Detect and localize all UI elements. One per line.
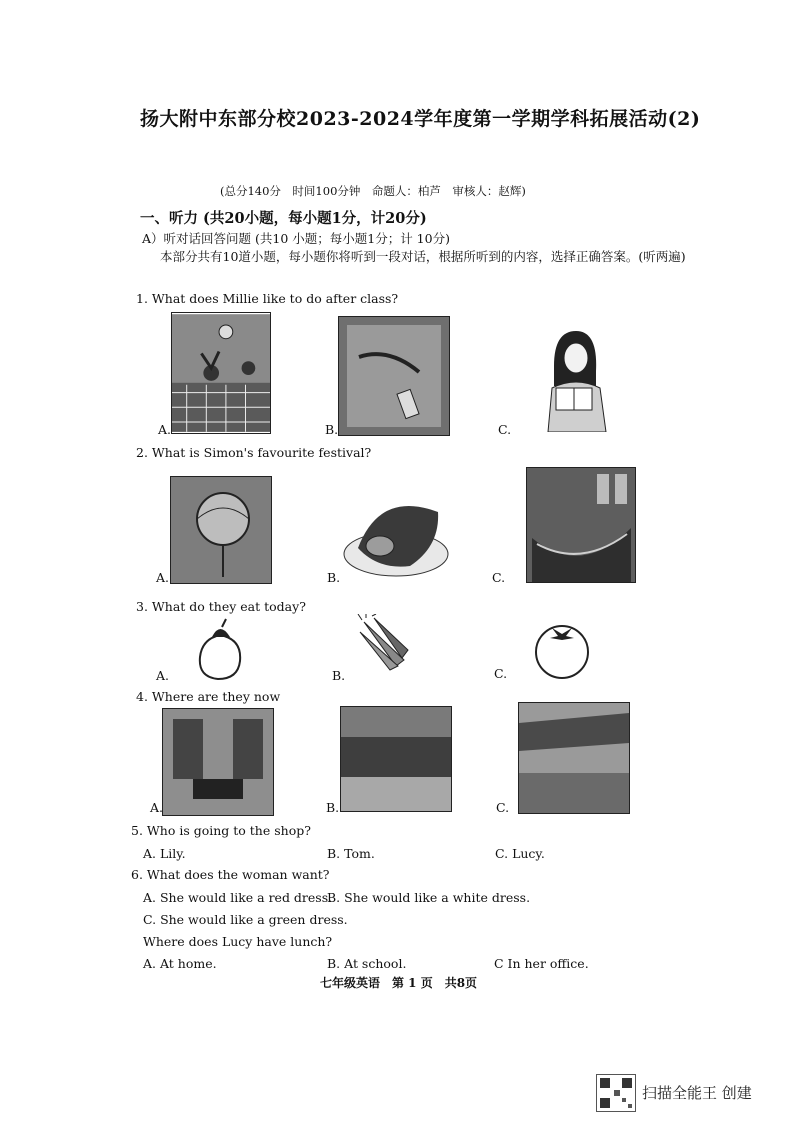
q6-option-b: B. She would like a white dress. <box>327 890 531 905</box>
q1-option-c-label: C. <box>498 422 512 437</box>
question-text: What do they eat today? <box>151 599 306 614</box>
q1-option-a-image <box>171 312 271 434</box>
question-number: 6. <box>131 867 143 882</box>
question-number: 5. <box>131 823 143 838</box>
q5-option-b: B. Tom. <box>327 846 375 861</box>
question-number: 4. <box>136 689 148 704</box>
question-2 <box>136 445 371 460</box>
q6-option-a: A. She would like a red dress. <box>143 890 333 905</box>
question-number: 1. <box>136 291 148 306</box>
section-instruction: 本部分共有10道小题，每小题你将听到一段对话，根据所听到的内容，选择正确答案。(听两遍) <box>160 249 686 264</box>
section-subheading: A）听对话回答问题 (共10 小题；每小题1分；计 10分) <box>142 231 450 246</box>
question-7 <box>143 934 332 949</box>
q7-option-c: C In her office. <box>494 956 589 971</box>
q2-option-a-image <box>170 476 272 584</box>
volleyball-scene-image <box>172 313 270 433</box>
section-heading: 一、听力 (共20小题，每小题1分，计20分) <box>140 210 427 227</box>
q5-option-a: A. Lily. <box>143 846 186 861</box>
library-scene-image <box>163 709 273 815</box>
q4-option-b-image <box>340 706 452 812</box>
market-scene-image <box>341 707 451 811</box>
q1-option-a-label: A. <box>158 422 172 437</box>
q7-option-a: A. At home. <box>143 956 217 971</box>
zongzi-dish-image <box>340 482 452 582</box>
q4-option-b-label: B. <box>326 800 340 815</box>
q1-option-c-image <box>536 326 612 432</box>
eggplant-icon <box>190 617 250 681</box>
question-3 <box>136 599 306 614</box>
q2-option-a-label: A. <box>156 570 170 585</box>
q1-option-b-label: B. <box>325 422 339 437</box>
watermark-text: 扫描全能王 创建 <box>642 1084 752 1102</box>
q2-option-b-image <box>340 482 452 582</box>
tomato-icon <box>530 614 594 680</box>
exam-title: 扬大附中东部分校2023-2024学年度第一学期学科拓展活动(2) <box>140 108 701 130</box>
q4-option-a-label: A. <box>150 800 164 815</box>
q5-option-c: C. Lucy. <box>495 846 545 861</box>
q2-option-c-label: C. <box>492 570 506 585</box>
question-number: 2. <box>136 445 148 460</box>
qr-logo-icon <box>596 1074 636 1112</box>
q2-option-c-image <box>526 467 636 583</box>
question-5 <box>131 823 311 838</box>
question-text: Who is going to the shop? <box>146 823 311 838</box>
exam-meta: (总分140分 时间100分钟 命题人：柏芦 审核人：赵辉) <box>220 184 526 198</box>
question-text: What is Simon's favourite festival? <box>151 445 372 460</box>
question-text: What does Millie like to do after class? <box>151 291 399 306</box>
question-number: 3. <box>136 599 148 614</box>
q3-option-b-label: B. <box>332 668 346 683</box>
q6-option-c: C. She would like a green dress. <box>143 912 348 927</box>
q4-option-c-label: C. <box>496 800 510 815</box>
q4-option-c-image <box>518 702 630 814</box>
q3-option-a-image <box>190 617 250 681</box>
question-text: What does the woman want? <box>146 867 330 882</box>
q3-option-a-label: A. <box>156 668 170 683</box>
street-scene-image <box>519 703 629 813</box>
q7-option-b: B. At school. <box>327 956 407 971</box>
painting-scene-image <box>339 317 449 435</box>
carrots-icon <box>356 614 412 674</box>
q1-option-b-image <box>338 316 450 436</box>
q3-option-b-image <box>356 614 412 674</box>
dragon-boat-image <box>527 468 635 582</box>
girl-reading-image <box>536 326 612 432</box>
q3-option-c-image <box>530 614 594 680</box>
question-6 <box>131 867 330 882</box>
q2-option-b-label: B. <box>327 570 341 585</box>
question-text: Where are they now <box>151 689 281 704</box>
question-1 <box>136 291 398 306</box>
q3-option-c-label: C. <box>494 666 508 681</box>
q4-option-a-image <box>162 708 274 816</box>
page-footer: 七年级英语 第 1 页 共8页 <box>320 976 478 990</box>
lantern-festival-image <box>171 477 271 583</box>
question-4 <box>136 689 280 704</box>
question-text: Where does Lucy have lunch? <box>143 934 333 949</box>
